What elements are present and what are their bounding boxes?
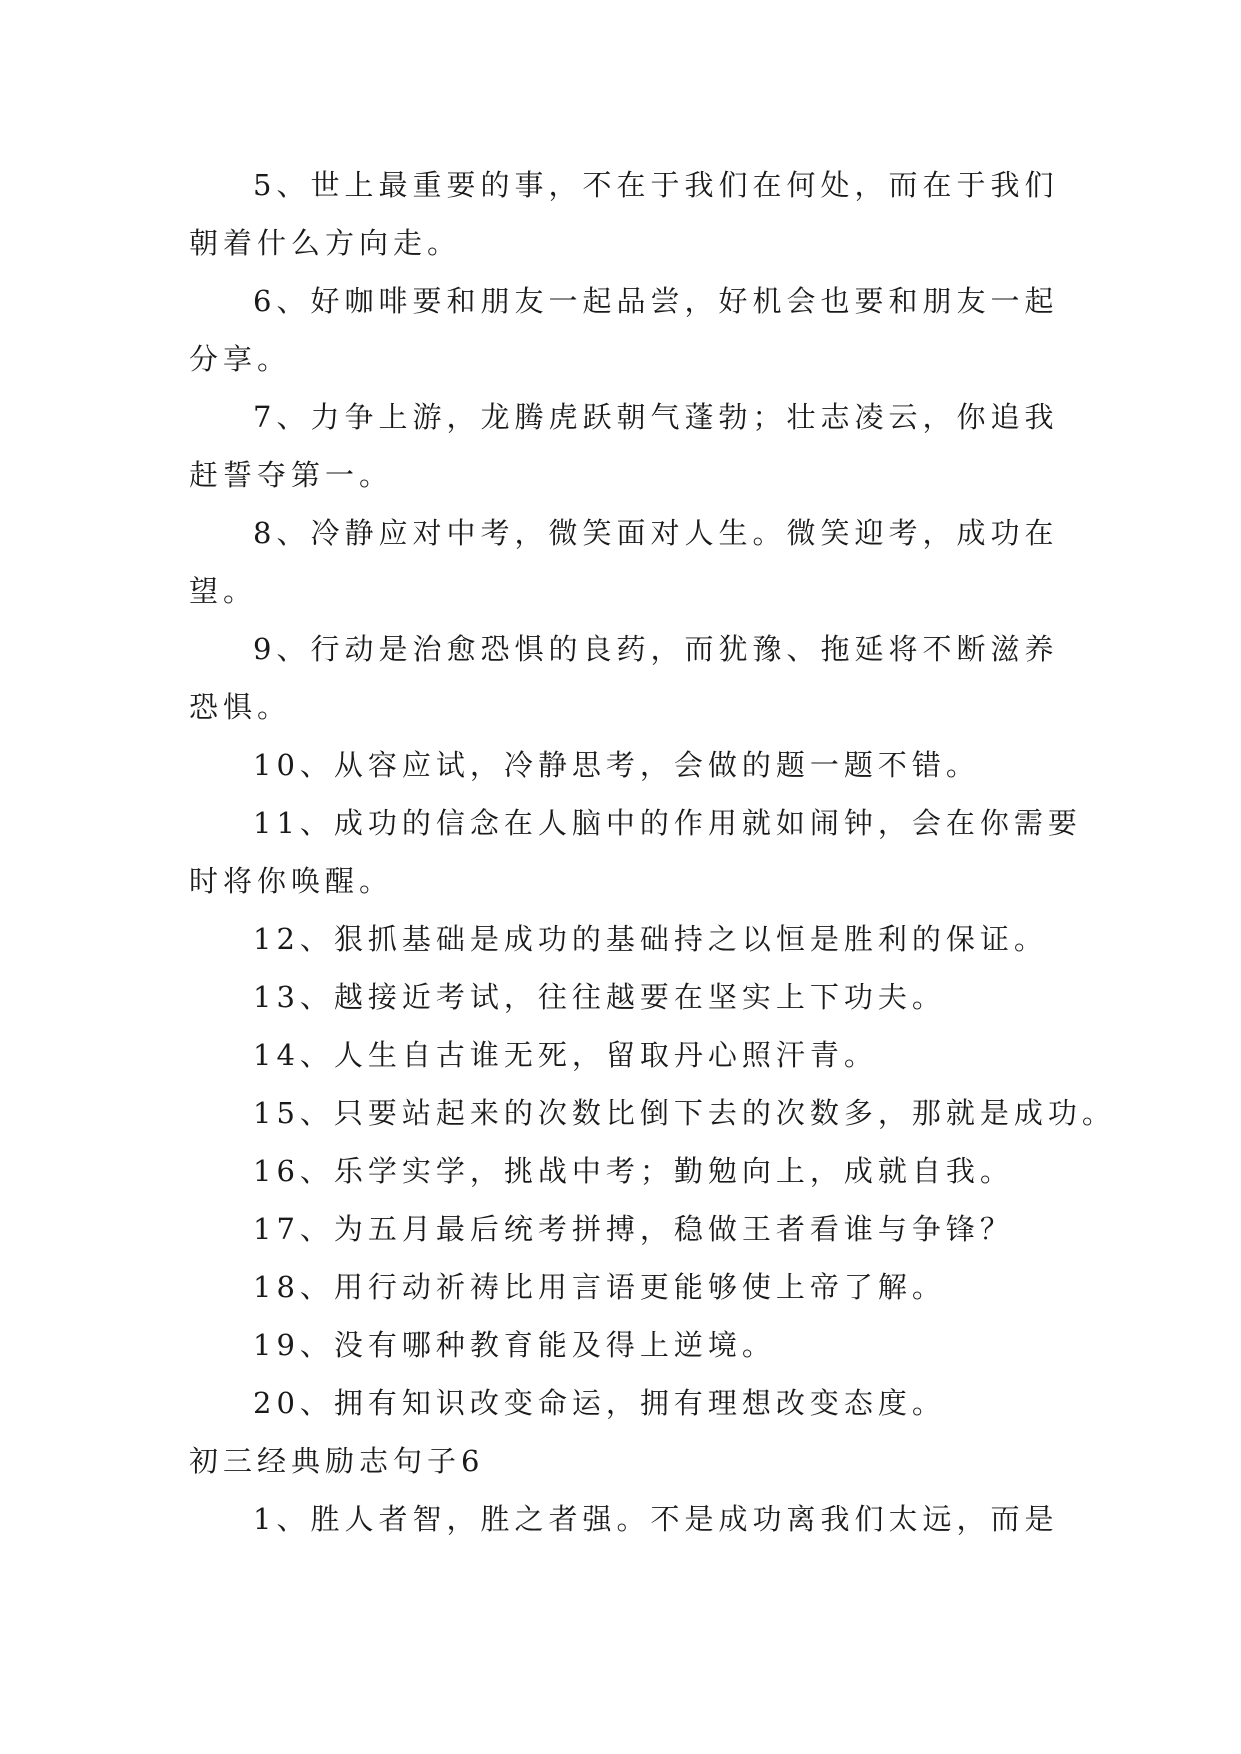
paragraph-line: 9、行动是治愈恐惧的良药，而犹豫、拖延将不断滋养 [253,632,1059,666]
paragraph-line: 14、人生自古谁无死，留取丹心照汗青。 [253,1038,878,1072]
paragraph-line: 恐惧。 [189,690,292,724]
paragraph-line: 18、用行动祈祷比用言语更能够使上帝了解。 [253,1270,946,1304]
paragraph-line: 13、越接近考试，往往越要在坚实上下功夫。 [253,980,946,1014]
paragraph-line: 赶誓夺第一。 [189,458,394,492]
paragraph-line: 19、没有哪种教育能及得上逆境。 [253,1328,776,1362]
paragraph-line: 7、力争上游，龙腾虎跃朝气蓬勃；壮志凌云，你追我 [253,400,1059,434]
paragraph-line: 15、只要站起来的次数比倒下去的次数多，那就是成功。 [253,1096,1116,1130]
paragraph-line: 11、成功的信念在人脑中的作用就如闹钟，会在你需要 [253,806,1082,840]
paragraph-line: 1、胜人者智，胜之者强。不是成功离我们太远，而是 [253,1502,1059,1536]
document-body [189,156,1116,1548]
paragraph-line: 5、世上最重要的事，不在于我们在何处，而在于我们 [253,168,1059,202]
paragraph-line: 分享。 [189,342,292,376]
paragraph-line: 时将你唤醒。 [189,864,394,898]
paragraph-line: 8、冷静应对中考，微笑面对人生。微笑迎考，成功在 [253,516,1059,550]
paragraph-line: 6、好咖啡要和朋友一起品尝，好机会也要和朋友一起 [253,284,1059,318]
paragraph-line: 10、从容应试，冷静思考，会做的题一题不错。 [253,748,980,782]
section-heading: 初三经典励志句子6 [189,1444,485,1478]
paragraph-line: 16、乐学实学，挑战中考；勤勉向上，成就自我。 [253,1154,1014,1188]
paragraph-line: 朝着什么方向走。 [189,226,462,260]
paragraph-line: 20、拥有知识改变命运，拥有理想改变态度。 [253,1386,946,1420]
paragraph-line: 17、为五月最后统考拼搏，稳做王者看谁与争锋？ [253,1212,1014,1246]
paragraph-line: 望。 [189,574,258,608]
paragraph-line: 12、狠抓基础是成功的基础持之以恒是胜利的保证。 [253,922,1048,956]
